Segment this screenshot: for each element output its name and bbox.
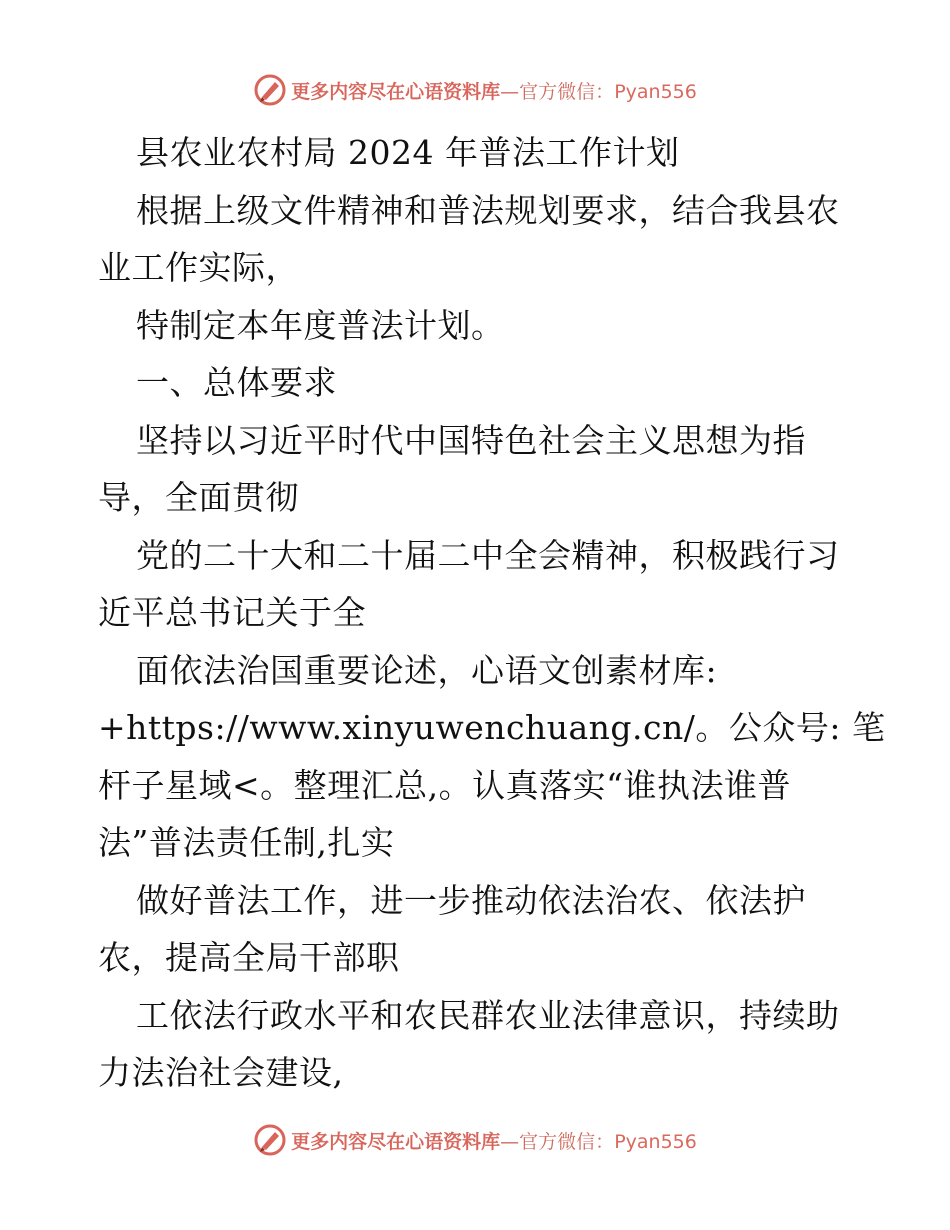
banner-account: Pyan556 (614, 1130, 697, 1153)
pen-logo-icon (253, 73, 287, 107)
header-banner-text (291, 77, 697, 104)
paragraph-line: +https://www.xinyuwenchuang.cn/。公众号: 笔 (98, 708, 886, 747)
banner-account: Pyan556 (614, 80, 697, 103)
banner-separator: — (500, 1130, 520, 1153)
paragraph-line: 力法治社会建设, (98, 1053, 344, 1092)
paragraph-line: 工依法行政水平和农民群农业法律意识，持续助 (136, 995, 840, 1035)
document-title: 县农业农村局 2024 年普法工作计划 (136, 133, 680, 172)
section-heading: 一、总体要求 (136, 363, 337, 402)
header-watermark-banner (0, 70, 950, 110)
paragraph-line: 杆子星域<。整理汇总,。认真落实“谁执法谁普 (98, 765, 792, 805)
banner-prefix: 更多内容尽在心语资料库 (291, 80, 501, 103)
banner-middle: 官方微信： (519, 1130, 615, 1153)
footer-watermark-banner (0, 1120, 950, 1160)
pen-logo-icon (253, 1123, 287, 1157)
paragraph-line: 根据上级文件精神和普法规划要求，结合我县农 (136, 190, 840, 230)
paragraph-line: 特制定本年度普法计划。 (136, 305, 505, 345)
banner-prefix: 更多内容尽在心语资料库 (291, 1130, 501, 1153)
paragraph-line: 党的二十大和二十届二中全会精神，积极践行习 (136, 535, 840, 575)
paragraph-line: 近平总书记关于全 (98, 593, 366, 632)
paragraph-line: 农，提高全局干部职 (98, 938, 400, 977)
paragraph-line: 坚持以习近平时代中国特色社会主义思想为指 (136, 420, 806, 460)
document-body (98, 124, 886, 1102)
banner-middle: 官方微信： (519, 80, 615, 103)
banner-separator: — (500, 80, 520, 103)
paragraph-line: 做好普法工作，进一步推动依法治农、依法护 (136, 880, 806, 920)
paragraph-line: 业工作实际， (98, 248, 299, 287)
footer-banner-text (291, 1127, 697, 1154)
paragraph-line: 法”普法责任制,扎实 (98, 823, 395, 862)
paragraph-line: 导，全面贯彻 (98, 478, 299, 517)
paragraph-line: 面依法治国重要论述，心语文创素材库: (136, 650, 718, 690)
